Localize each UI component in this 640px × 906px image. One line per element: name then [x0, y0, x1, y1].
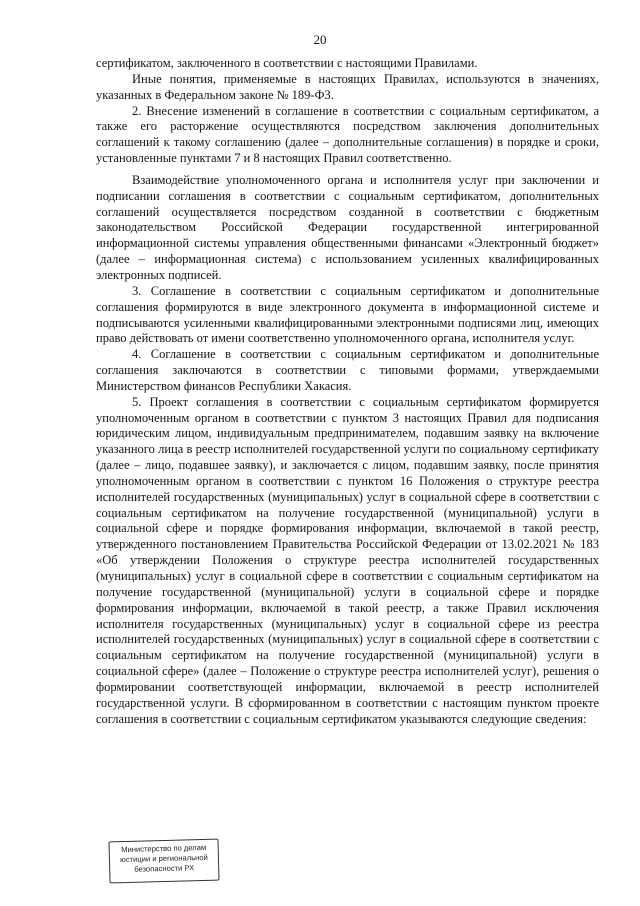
paragraph-definitions: Иные понятия, применяемые в настоящих Правилах, используются в значениях, указанных в Федеральном законе № 189-ФЗ.	[96, 71, 599, 102]
paragraph-continuation: сертификатом, заключенного в соответствии с настоящими Правилами.	[96, 56, 478, 70]
paragraph-item-2: 2. Внесение изменений в соглашение в соответствии с социальным сертификатом, а также его расторжение осуществляются посредством заключения дополнительных соглашений к такому соглашению (далее – дополнительные соглашения) в порядке и сроки, установленные пунктами 7 и 8 настоящих Правил соответственно.	[96, 103, 599, 166]
stamp-line: Министерство по делам	[121, 842, 207, 855]
document-body	[96, 56, 599, 727]
paragraph-interaction: Взаимодействие уполномоченного органа и исполнителя услуг при заключении и подписании соглашения в соответствии с социальным сертификатом, дополнительных соглашений осуществляется посредством созданной в соответствии с бюджетным законодательством Российской Федерации государственной интегрированной информационной системы управления общественными финансами «Электронный бюджет» (далее – информационная система) с использованием усиленных квалифицированных электронных подписей.	[96, 172, 599, 282]
paragraph-item-3: 3. Соглашение в соответствии с социальным сертификатом и дополнительные соглашения формируются в виде электронного документа в информационной системе и подписываются усиленными квалифицированными электронными подписями лиц, имеющих право действовать от имени соответственно уполномоченного органа, исполнителя услуг.	[96, 283, 599, 346]
paragraph-item-4: 4. Соглашение в соответствии с социальным сертификатом и дополнительные соглашения заключаются в соответствии с типовыми формами, утверждаемыми Министерством финансов Республики Хакасия.	[96, 347, 599, 393]
page-number: 20	[313, 32, 327, 47]
stamp-line: безопасности РХ	[134, 863, 195, 875]
ministry-stamp	[108, 839, 219, 884]
stamp-line: юстиции и региональной	[120, 853, 208, 865]
paragraph-item-5: 5. Проект соглашения в соответствии с социальным сертификатом формируется уполномоченным органом в соответствии с пунктом 3 настоящих Правил для подписания юридическим лицом, индивидуальным предпринимателем, подавшим заявку на включение указанного лица в реестр исполнителей государственной услуги по социальному сертификату (далее – лицо, подавшее заявку), и заключается с лицом, подавшим заявку, после принятия уполномоченным органом в соответствии с пунктом 16 Положения о структуре реестра исполнителей государственных (муниципальных) услуг в социальной сфере в соответствии с социальным сертификатом на получение государственной (муниципальной) услуги в социальной сфере и порядке формирования информации, включаемой в такой реестр, утвержденного постановлением Правительства Российской Федерации от 13.02.2021 № 183 «Об утверждении Положения о структуре реестра исполнителей государственных (муниципальных) услуг в социальной сфере в соответствии с социальным сертификатом на получение государственной (муниципальной) услуги в социальной сфере и порядке формирования информации, включаемой в такой реестр, а также Правил исключения исполнителя государственных (муниципальных) услуг в социальной сфере из реестра исполнителей государственных (муниципальных) услуг в социальной сфере в соответствии с социальным сертификатом на получение государственной (муниципальной) услуги в социальной сфере» (далее – Положение о структуре реестра исполнителей услуг), решения о формировании соответствующей информации, включаемой в реестр исполнителей государственной услуги. В сформированном в соответствии с настоящим пунктом проекте соглашения в соответствии с социальным сертификатом указываются следующие сведения:	[96, 394, 599, 726]
